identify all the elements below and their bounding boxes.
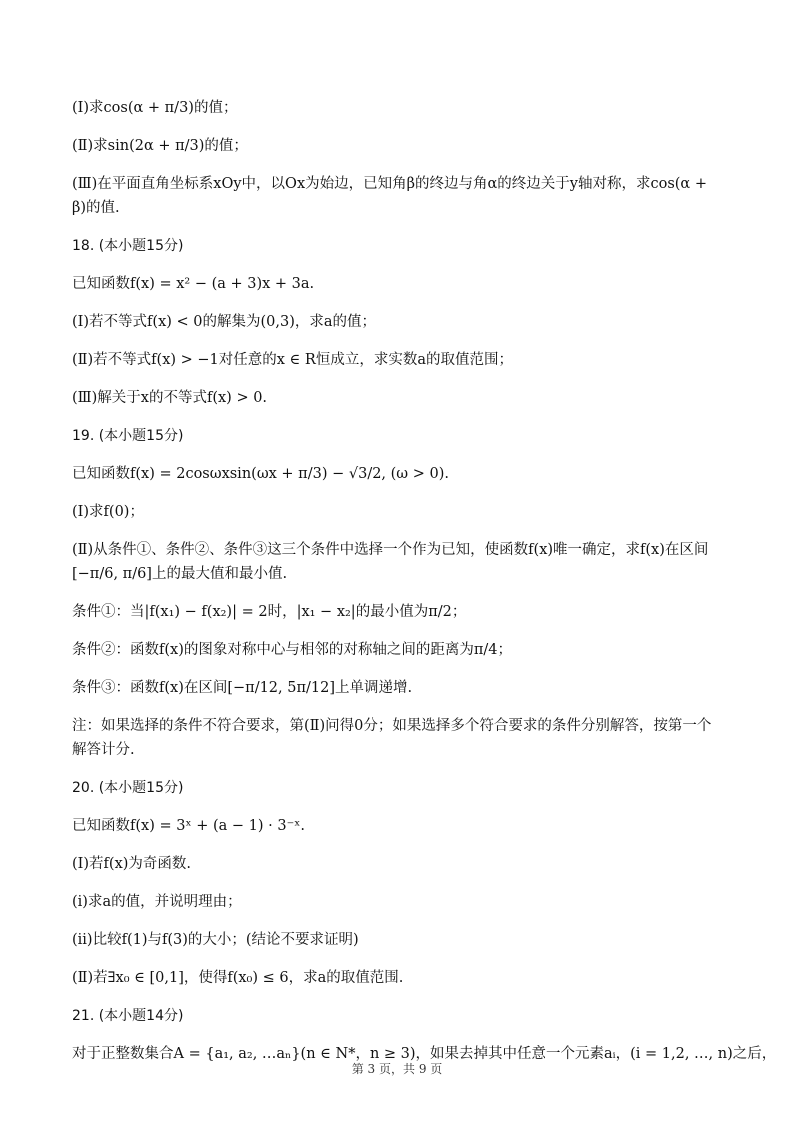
- q20-part1-ii: (ii)比较f(1)与f(3)的大小；(结论不要求证明): [72, 932, 359, 948]
- q21-heading: 21. (本小题14分): [72, 1008, 184, 1024]
- q19-stem: 已知函数f(x) = 2cosωxsin(ωx + π/3) − √3/2, (ω > 0).: [72, 466, 449, 482]
- q21-stem: 对于正整数集合A = {a₁, a₂, …aₙ}(n ∈ N*，n ≥ 3)，如果去掉其中任意一个元素aᵢ，(i = 1,2, …, n)之后，: [72, 1046, 777, 1062]
- q17-part2: (Ⅱ)求sin(2α + π/3)的值；: [72, 138, 248, 154]
- q17-part1: (Ⅰ)求cos(α + π/3)的值；: [72, 100, 238, 116]
- q20-part1-i: (i)求a的值，并说明理由；: [72, 894, 242, 910]
- q20-part2: (Ⅱ)若∃x₀ ∈ [0,1]，使得f(x₀) ≤ 6，求a的取值范围.: [72, 970, 404, 986]
- q19-part2: (Ⅱ)从条件①、条件②、条件③这三个条件中选择一个作为已知，使函数f(x)唯一确定，求f(x)在区间[−π/6, π/6]上的最大值和最小值.: [72, 542, 709, 582]
- q17-part3: (Ⅲ)在平面直角坐标系xOy中，以Ox为始边，已知角β的终边与角α的终边关于y轴对称，求cos(α + β)的值.: [72, 176, 707, 216]
- q18-part1: (Ⅰ)若不等式f(x) < 0的解集为(0,3)，求a的值；: [72, 314, 377, 330]
- q20-heading: 20. (本小题15分): [72, 780, 184, 796]
- q19-part1: (Ⅰ)求f(0)；: [72, 504, 144, 520]
- document-body: [72, 96, 777, 1080]
- q19-condition1: 条件①：当|f(x₁) − f(x₂)| = 2时，|x₁ − x₂|的最小值为π/2；: [72, 604, 467, 620]
- q18-part3: (Ⅲ)解关于x的不等式f(x) > 0.: [72, 390, 268, 406]
- q19-condition3: 条件③：函数f(x)在区间[−π/12, 5π/12]上单调递增.: [72, 680, 413, 696]
- page-footer: 第 3 页，共 9 页: [351, 1062, 443, 1076]
- q19-heading: 19. (本小题15分): [72, 428, 184, 444]
- q19-note: 注：如果选择的条件不符合要求，第(Ⅱ)问得0分；如果选择多个符合要求的条件分别解答，按第一个解答计分.: [72, 718, 712, 758]
- q20-stem: 已知函数f(x) = 3ˣ + (a − 1) · 3⁻ˣ.: [72, 818, 305, 834]
- q18-part2: (Ⅱ)若不等式f(x) > −1对任意的x ∈ R恒成立，求实数a的取值范围；: [72, 352, 513, 368]
- q18-heading: 18. (本小题15分): [72, 238, 184, 254]
- q18-stem: 已知函数f(x) = x² − (a + 3)x + 3a.: [72, 276, 315, 292]
- q19-condition2: 条件②：函数f(x)的图象对称中心与相邻的对称轴之间的距离为π/4；: [72, 642, 512, 658]
- q20-part1: (Ⅰ)若f(x)为奇函数.: [72, 856, 192, 872]
